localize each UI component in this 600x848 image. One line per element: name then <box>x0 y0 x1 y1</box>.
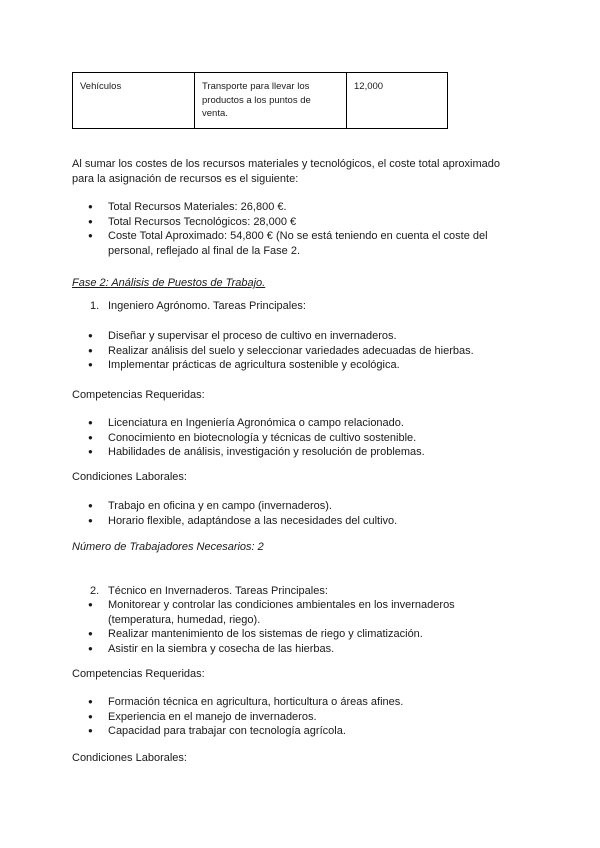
table-row <box>73 73 448 129</box>
job1-title <box>72 299 558 314</box>
job1-competencies <box>72 416 522 460</box>
table-cell-item: Vehículos <box>73 73 195 129</box>
phase-heading: Fase 2: Análisis de Puestos de Trabajo. <box>72 277 266 289</box>
list-item: ● Coste Total Aproximado: 54,800 € (No se está teniendo en cuenta el coste del personal, reflejado al final de la Fase 2. <box>72 229 522 258</box>
job1-tasks <box>72 329 522 373</box>
list-item: ● Diseñar y supervisar el proceso de cultivo en invernaderos. <box>72 329 522 344</box>
job2-tasks <box>72 598 522 656</box>
job1-conditions <box>72 499 522 528</box>
table-cell-description: Transporte para llevar los productos a los puntos de venta. <box>195 73 347 129</box>
job1-competencies-heading: Competencias Requeridas: <box>72 389 205 401</box>
list-item: ● Asistir en la siembra y cosecha de las hierbas. <box>72 642 522 657</box>
job2-competencies <box>72 695 522 739</box>
list-item: ● Implementar prácticas de agricultura sostenible y ecológica. <box>72 358 522 373</box>
job2-title-text: Técnico en Invernaderos. Tareas Principales: <box>108 584 328 597</box>
list-item: ● Realizar mantenimiento de los sistemas de riego y climatización. <box>72 627 522 642</box>
list-item: ● Total Recursos Tecnológicos: 28,000 € <box>72 215 522 230</box>
list-item: ● Trabajo en oficina y en campo (invernaderos). <box>72 499 522 514</box>
list-item: ● Monitorear y controlar las condiciones ambientales en los invernaderos (temperatura, humedad, riego). <box>72 598 522 627</box>
list-item: ● Capacidad para trabajar con tecnología agrícola. <box>72 724 522 739</box>
job2-competencies-heading: Competencias Requeridas: <box>72 668 205 680</box>
list-item: ● Conocimiento en biotecnología y técnicas de cultivo sostenible. <box>72 431 522 446</box>
table-cell-cost: 12,000 <box>347 73 448 129</box>
job1-title-text: Ingeniero Agrónomo. Tareas Principales: <box>108 300 306 312</box>
job2-conditions-heading: Condiciones Laborales: <box>72 752 187 764</box>
list-item: ● Horario flexible, adaptándose a las necesidades del cultivo. <box>72 514 522 529</box>
list-item: ● Realizar análisis del suelo y seleccionar variedades adecuadas de hierbas. <box>72 344 522 359</box>
list-item: ● Formación técnica en agricultura, horticultura o áreas afines. <box>72 695 522 710</box>
totals-list <box>72 200 522 258</box>
resources-table <box>72 72 448 129</box>
list-item: ● Experiencia en el manejo de invernaderos. <box>72 710 522 725</box>
list-item: ● Habilidades de análisis, investigación y resolución de problemas. <box>72 445 522 460</box>
job1-conditions-heading: Condiciones Laborales: <box>72 471 187 483</box>
job2-number: 2. <box>90 584 100 597</box>
list-item: ● Total Recursos Materiales: 26,800 €. <box>72 200 522 215</box>
list-item: ● Licenciatura en Ingeniería Agronómica o campo relacionado. <box>72 416 522 431</box>
job1-number: 1. <box>90 300 100 312</box>
job2-title <box>72 584 558 599</box>
job1-workers-needed: Número de Trabajadores Necesarios: 2 <box>72 541 264 553</box>
summary-intro: Al sumar los costes de los recursos materiales y tecnológicos, el coste total aproximado para la asignación de recursos es el siguiente: <box>72 158 500 185</box>
